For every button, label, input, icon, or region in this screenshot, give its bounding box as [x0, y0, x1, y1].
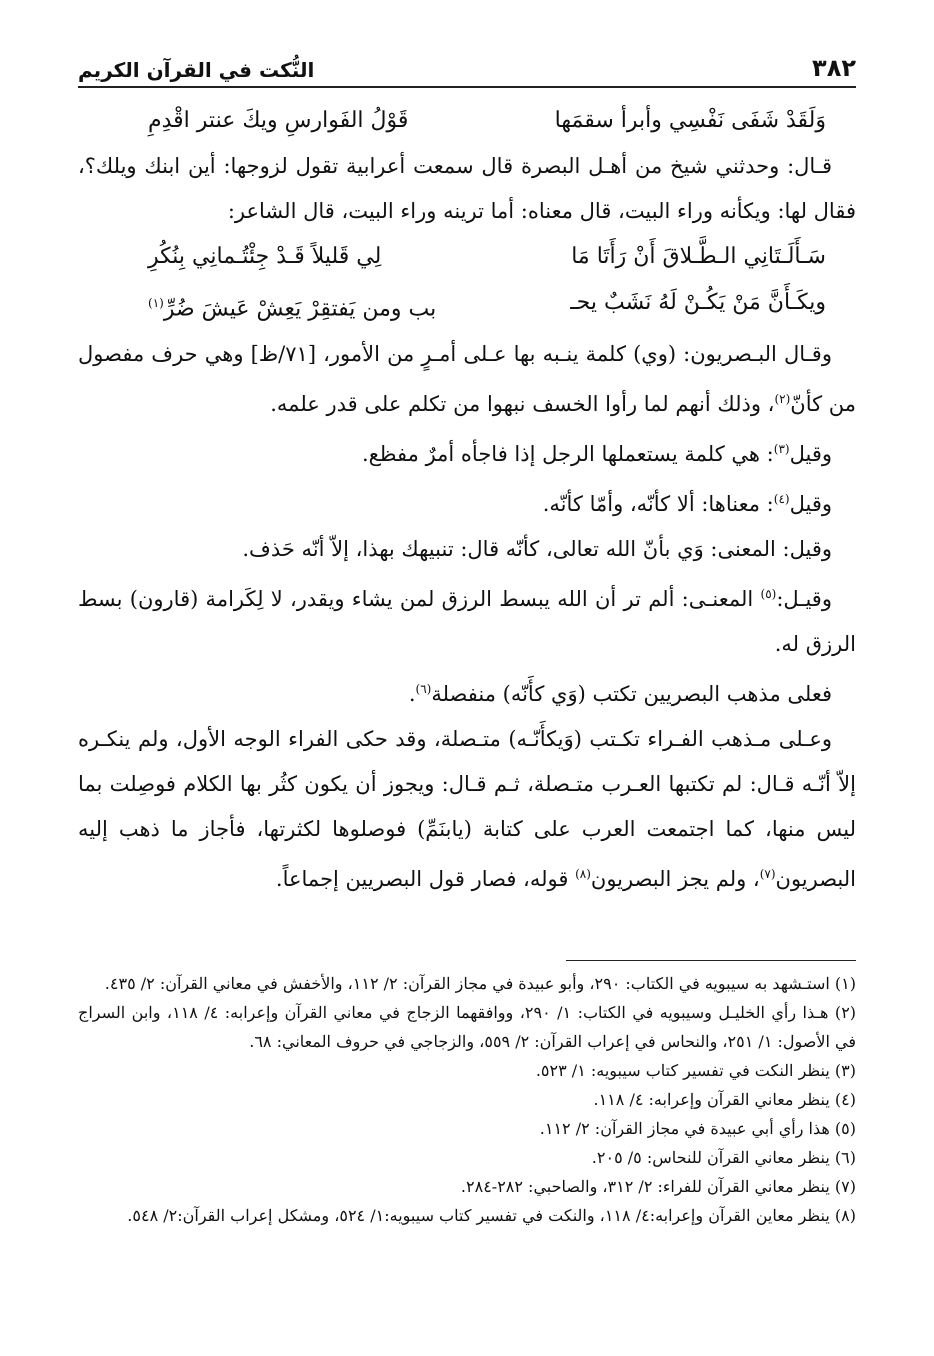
footnote-ref[interactable]: (١) [148, 296, 164, 310]
paragraph: وقيل: المعنى: وَي بأنّ الله تعالى، كأنّه قال: تنبيهك بهذا، إلاّ أنّه حَذف. [242, 537, 832, 562]
paragraph-text: ، ولم يجز البصريون [590, 867, 760, 892]
verse-first-hemistich: وَلَقَدْ شَفَى نَفْسِي وأبرأ سقمَها [554, 108, 826, 133]
paragraph-text: وقيـل: [776, 587, 832, 612]
paragraph: قـال: وحدثني شيخ من أهـل البصرة قال سمعت أعرابية تقول لزوجها: أين ابنك ويلك؟، فقال لها: ويكأنه وراء البيت، قال معناه: أما ترينه وراء البيت، قال الشاعر: [78, 154, 856, 223]
paragraph [78, 427, 856, 477]
paragraph [78, 572, 856, 667]
verse-text: بب ومن يَفتقِرْ يَعِشْ عَيشَ ضُرِّ [163, 296, 437, 322]
footnote-separator [566, 960, 856, 961]
paragraph [78, 717, 856, 902]
footnote: (٢) هـذا رأي الخليـل وسيبويه في الكتاب: ١/ ٢٩٠، ووافقهما الزجاج في معاني القرآن وإعرابه: ٤/ ١١٨، وابن السراج في الأصول: ١/ ٢٥١، والنحاس في إعراب القرآن: ٢/ ٥٥٩، والزجاجي في حروف المعاني: ٦٨. [78, 1003, 857, 1052]
page-number: ٣٨٢ [812, 54, 856, 82]
paragraph-text: وقـال البـصريون: (وي) كلمة ينـبه بها عـلى أمـرٍ من الأمور، [٧١/ظ] وهي حرف مفصول من كأنّ [78, 342, 856, 417]
footnotes [78, 969, 856, 1230]
footnote-ref[interactable]: (٧) [759, 867, 776, 882]
footnote: (٧) ينظر معاني القرآن للفراء: ٢/ ٣١٢، والصاحبي: ٢٨٢-٢٨٤. [460, 1177, 856, 1197]
footnote: (٨) ينظر معاين القرآن وإعرابه:٤/ ١١٨، والنكت في تفسير كتاب سيبويه:١/ ٥٢٤، ومشكل إعراب القرآن:٢/ ٥٤٨. [127, 1206, 856, 1226]
footnote: (٣) ينظر النكت في تفسير كتاب سيبويه: ١/ ٥٢٣. [535, 1061, 856, 1081]
paragraph-text: وقيل [789, 492, 832, 517]
paragraph-text: . [408, 682, 416, 707]
verse-second-hemistich: لِي قَليلاً قَـدْ جِئْتُـمانِي بِنُكُرِ [148, 244, 382, 269]
paragraph-text: ، وذلك أنهم لما رأوا الخسف نبهوا من تكلم على قدر علمه. [270, 392, 775, 417]
paragraph-text: فعلى مذهب البصريين تكتب (وَي كأَنّه) منفصلة [431, 682, 832, 707]
poem-verse [78, 234, 856, 280]
poem-verse [78, 280, 856, 332]
footnote-ref[interactable]: (٤) [773, 492, 790, 507]
page-header [78, 42, 856, 88]
paragraph-text: وقيل [789, 442, 832, 467]
footnote: (١) استـشهد به سيبويه في الكتاب: ٢٩٠، وأبو عبيدة في مجاز القرآن: ٢/ ١١٢، والأخفش في معاني القرآن: ٢/ ٤٣٥. [104, 974, 856, 994]
footnote: (٥) هذا رأي أبي عبيدة في مجاز القرآن: ٢/ ١١٢. [539, 1119, 856, 1139]
footnote-ref[interactable]: (٥) [760, 587, 777, 602]
verse-second-hemistich: قَوْلُ الفَوارسِ ويكَ عنتر اقْدِمِ [148, 108, 409, 133]
footnote-ref[interactable]: (٦) [415, 682, 432, 697]
paragraph [78, 667, 856, 717]
footnote-ref[interactable]: (٢) [774, 392, 791, 407]
verse-first-hemistich: سَـأَلَـتَانِي الـطَّـلاقَ أَنْ رَأَتَا مَا [571, 244, 826, 269]
paragraph [78, 332, 856, 427]
paragraph-text: : هي كلمة يستعملها الرجل إذا فاجأه أمرٌ مفظع. [361, 442, 774, 467]
footnote: (٦) ينظر معاني القرآن للنحاس: ٥/ ٢٠٥. [591, 1148, 856, 1168]
poem-verse [78, 98, 856, 144]
paragraph-text: المعنـى: ألم تر أن الله يبسط الرزق لمن يشاء ويقدر، لا لِكَرامة (قارون) بسط الرزق له. [78, 587, 856, 657]
paragraph-text: : معناها: ألا كأنّه، وأمّا كأنّه. [542, 492, 774, 517]
footnote-ref[interactable]: (٨) [575, 867, 591, 882]
verse-second-hemistich [148, 280, 436, 332]
footnote-ref[interactable]: (٣) [773, 442, 790, 457]
paragraph-text: قوله، فصار قول البصريين إجماعاً. [275, 867, 576, 892]
verse-first-hemistich: ويكَـأَنَّ مَنْ يَكُـنْ لَهُ نَشَبٌ يحـ [570, 290, 826, 315]
paragraph-text: وعـلى مـذهب الفـراء تكـتب (وَيكأَنّـه) متـصلة، وقد حكى الفراء الوجه الأول، ولم ينكـره إلاّ أنّـه قـال: لم تكتبها العـرب متـصلة، ثـم قـال: ويجوز أن يكون كثُر بها الكلام فوصِلت بما ليس منها، كما اجتمعت العرب على كتابة (يابنَمِّ) فوصلوها لكثرتها، فأجاز ما ذهب إليه البصريون [78, 727, 856, 892]
paragraph [78, 477, 856, 527]
footnote: (٤) ينظر معاني القرآن وإعرابه: ٤/ ١١٨. [593, 1090, 856, 1110]
running-title: النُّكت في القرآن الكريم [78, 58, 315, 82]
